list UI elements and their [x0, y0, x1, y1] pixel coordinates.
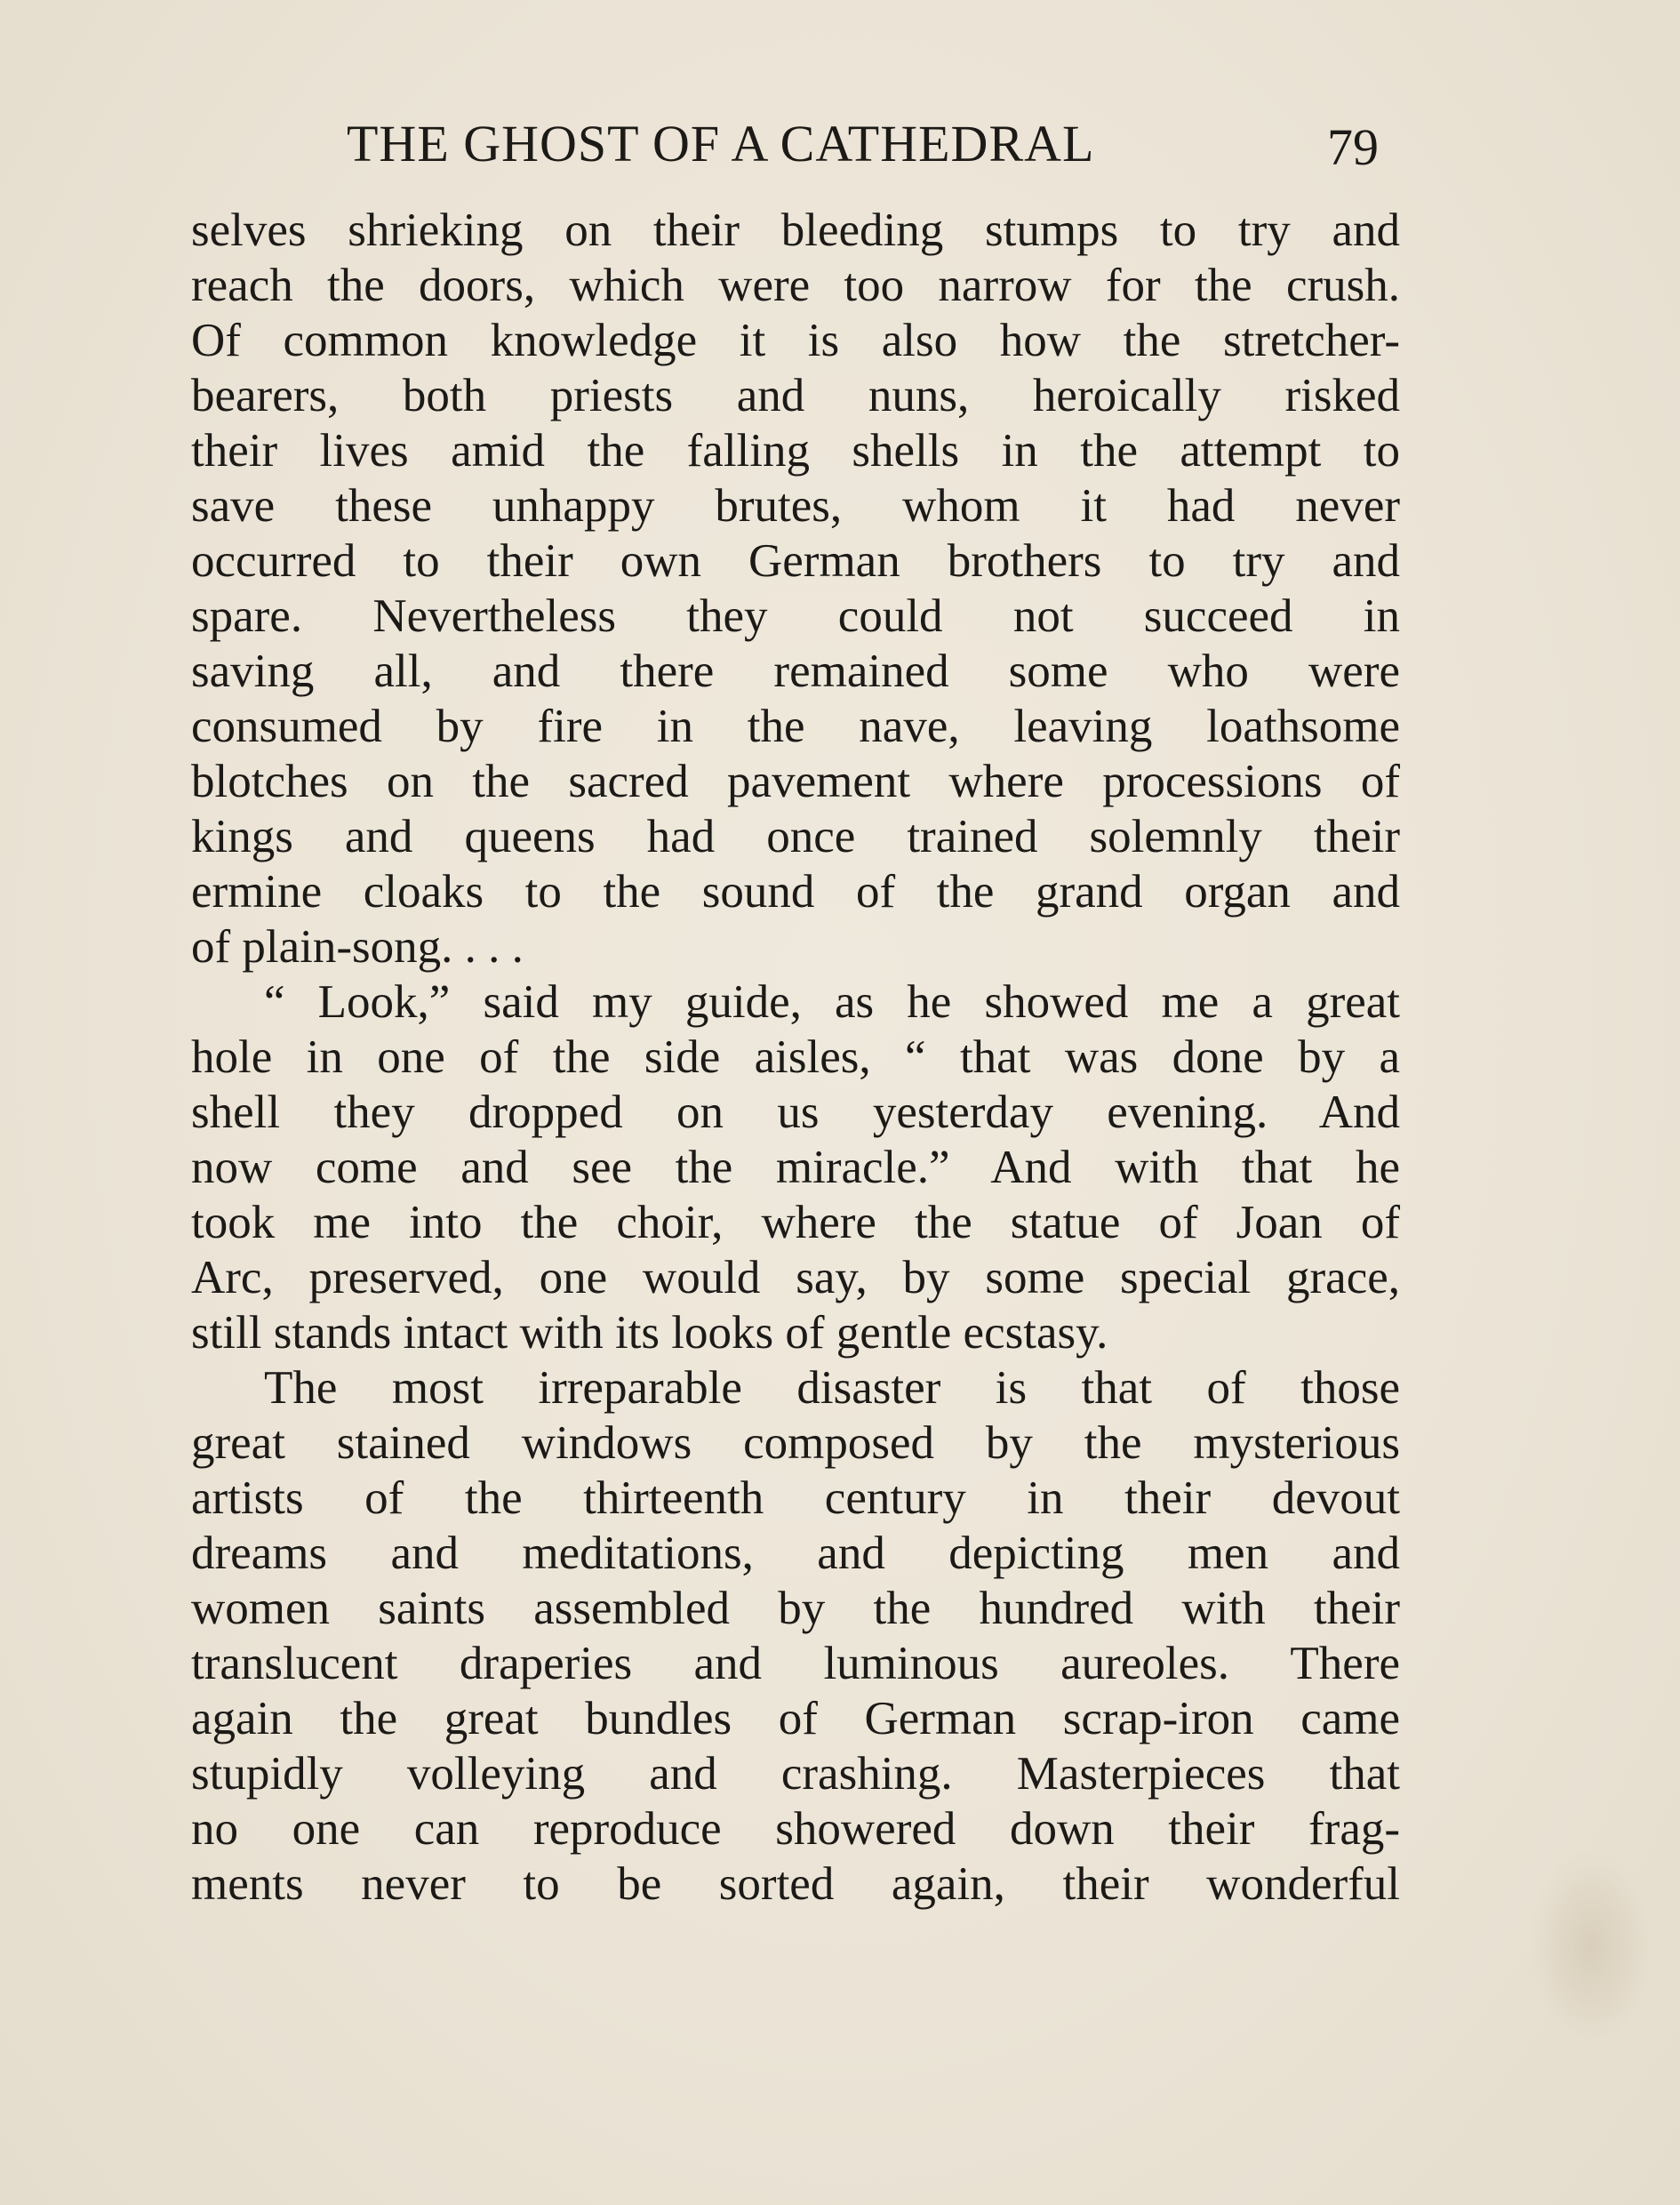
- running-head-title: THE GHOST OF A CATHEDRAL: [347, 115, 1095, 172]
- text-line: selves shrieking on their bleeding stumps to try and: [191, 204, 1400, 256]
- page-number: 79: [1327, 118, 1379, 176]
- text-line: stupidly volleying and crashing. Masterpieces that: [191, 1748, 1400, 1800]
- text-line: women saints assembled by the hundred with their: [191, 1583, 1400, 1634]
- text-line: saving all, and there remained some who were: [191, 645, 1400, 697]
- text-line: great stained windows composed by the mysterious: [191, 1417, 1400, 1469]
- text-line: of plain-song. . . .: [191, 921, 524, 973]
- text-line: blotches on the sacred pavement where processions of: [191, 756, 1400, 807]
- paper-stain: [1529, 1849, 1653, 2045]
- text-line: ments never to be sorted again, their wonderful: [191, 1858, 1400, 1910]
- text-line: kings and queens had once trained solemnly their: [191, 811, 1400, 862]
- text-line: reach the doors, which were too narrow for the crush.: [191, 260, 1400, 311]
- text-line: Of common knowledge it is also how the stretcher-: [191, 315, 1400, 366]
- text-line: hole in one of the side aisles, “ that was done by a: [191, 1031, 1400, 1083]
- text-line: save these unhappy brutes, whom it had never: [191, 480, 1400, 532]
- text-line: spare. Nevertheless they could not succeed in: [191, 590, 1400, 642]
- text-line: The most irreparable disaster is that of those: [264, 1362, 1400, 1414]
- text-line: consumed by fire in the nave, leaving loathsome: [191, 701, 1400, 752]
- text-line: bearers, both priests and nuns, heroically risked: [191, 370, 1400, 421]
- text-line: ermine cloaks to the sound of the grand organ and: [191, 866, 1400, 918]
- text-line: “ Look,” said my guide, as he showed me a great: [264, 976, 1400, 1028]
- text-line: occurred to their own German brothers to try and: [191, 535, 1400, 587]
- text-line: dreams and meditations, and depicting men and: [191, 1527, 1400, 1579]
- text-line: still stands intact with its looks of gentle ecstasy.: [191, 1307, 1108, 1359]
- text-line: took me into the choir, where the statue of Joan of: [191, 1197, 1400, 1248]
- text-line: artists of the thirteenth century in their devout: [191, 1472, 1400, 1524]
- body-text: [191, 203, 1400, 1912]
- text-line: shell they dropped on us yesterday evening. And: [191, 1086, 1400, 1138]
- text-line: no one can reproduce showered down their frag-: [191, 1803, 1400, 1855]
- text-line: translucent draperies and luminous aureoles. There: [191, 1638, 1400, 1689]
- text-line: now come and see the miracle.” And with that he: [191, 1142, 1400, 1193]
- text-line: again the great bundles of German scrap-iron came: [191, 1693, 1400, 1744]
- text-line: Arc, preserved, one would say, by some special grace,: [191, 1252, 1400, 1303]
- running-head: [191, 105, 1400, 185]
- text-line: their lives amid the falling shells in the attempt to: [191, 425, 1400, 477]
